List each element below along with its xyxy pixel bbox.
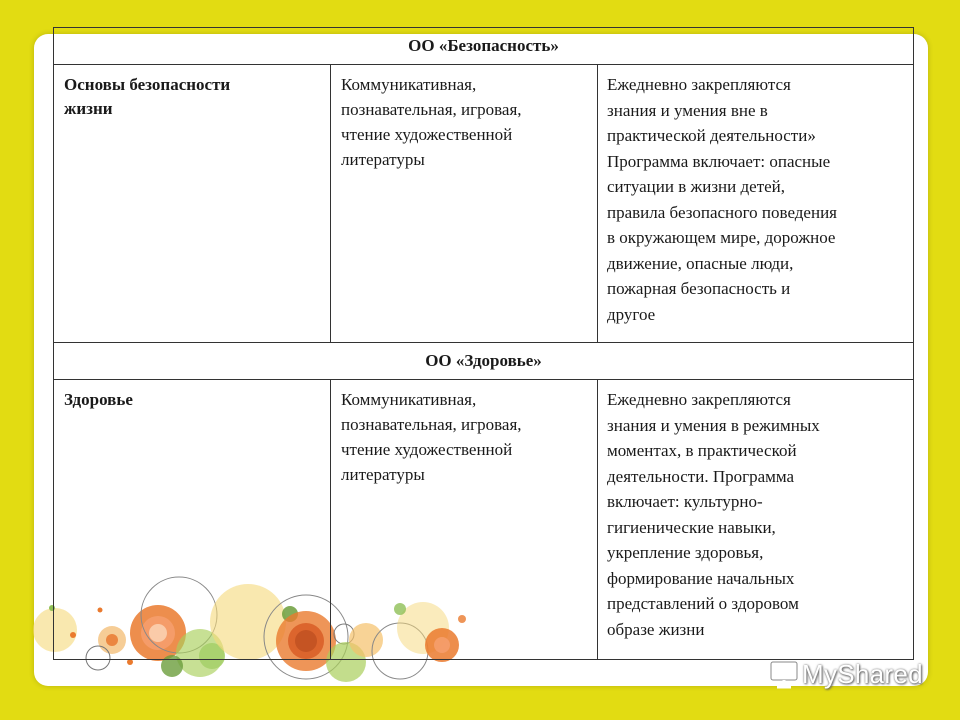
- area-cell: [54, 380, 331, 660]
- description-text: Ежедневно закрепляются знания и умения вне в практической деятельности» Программа включает: опасные ситуации в жизни детей, правила безопасного поведения в окружающем мире, дорожное движение, опасные люди, пожарная безопасность и другое: [607, 75, 837, 324]
- description-text: Ежедневно закрепляются знания и умения в режимных моментах, в практической деятельности. Программа включает: культурно- гигиенические навыки, укрепление здоровья, формирование начальных представлений о здоровом образе жизни: [607, 390, 820, 639]
- myshared-watermark: [768, 657, 923, 691]
- section-header-row: [54, 343, 914, 380]
- section-title: ОО «Здоровье»: [54, 343, 914, 380]
- watermark-text: MyShared: [802, 658, 923, 689]
- activity-text: Коммуникативная, познавательная, игровая, чтение художественной литературы: [341, 390, 522, 484]
- activity-cell: [331, 380, 598, 660]
- activity-text: Коммуникативная, познавательная, игровая, чтение художественной литературы: [341, 75, 522, 169]
- program-table: [53, 27, 914, 660]
- activity-cell: [331, 65, 598, 343]
- area-text: Основы безопасности жизни: [64, 75, 231, 118]
- description-cell: [598, 65, 914, 343]
- description-cell: [598, 380, 914, 660]
- area-text: Здоровье: [64, 390, 133, 409]
- table-row: [54, 65, 914, 343]
- section-title: ОО «Безопасность»: [54, 28, 914, 65]
- section-header-row: [54, 28, 914, 65]
- projector-screen-icon: [768, 658, 802, 690]
- area-cell: [54, 65, 331, 343]
- table-row: [54, 380, 914, 660]
